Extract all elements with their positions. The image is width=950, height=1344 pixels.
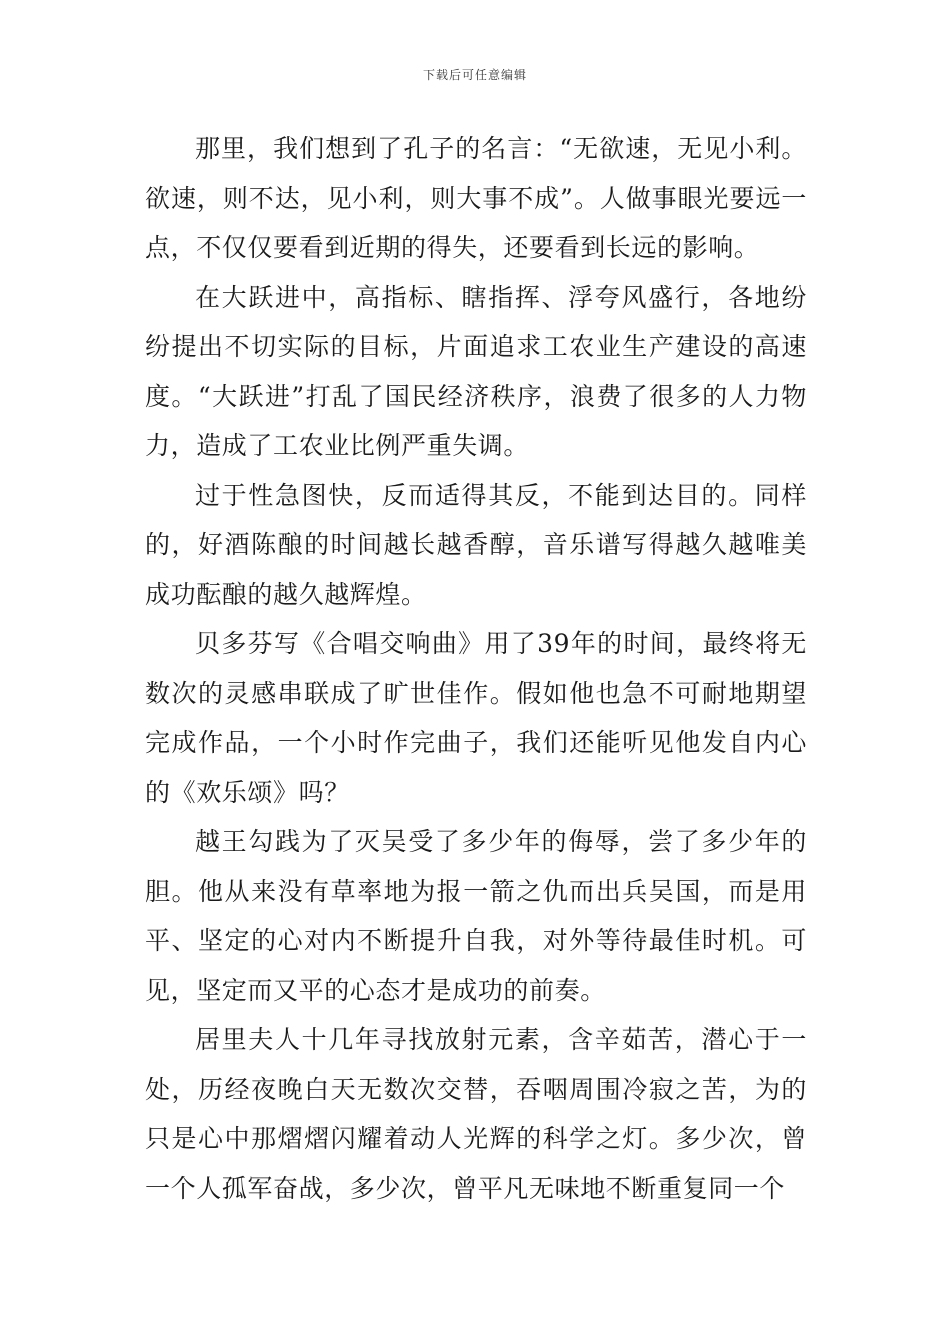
paragraph-1: 那里，我们想到了孔子的名言：“无欲速，无见小利。欲速，则不达，见小利，则大事不成”。人做事眼光要远一点，不仅仅要看到近期的得失，还要看到长远的影响。 xyxy=(145,134,807,262)
paragraph-2: 在大跃进中，高指标、瞎指挥、浮夸风盛行，各地纷纷提出不切实际的目标，片面追求工农业生产建设的高速度。“大跃进”打乱了国民经济秩序，浪费了很多的人力物力，造成了工农业比例严重失调。 xyxy=(145,282,807,460)
page-header: 下载后可任意编辑 xyxy=(422,68,527,82)
paragraph-4: 贝多芬写《合唱交响曲》用了39年的时间，最终将无数次的灵感串联成了旷世佳作。假如他也急不可耐地期望完成作品，一个小时作完曲子，我们还能听见他发自内心的《欢乐颂》吗？ xyxy=(145,629,807,807)
paragraph-5: 越王勾践为了灭吴受了多少年的侮辱，尝了多少年的胆。他从来没有草率地为报一箭之仇而出兵吴国，而是用平、坚定的心对内不断提升自我，对外等待最佳时机。可见，坚定而又平的心态才是成功的前奏。 xyxy=(145,827,807,1005)
paragraph-3: 过于性急图快，反而适得其反，不能到达目的。同样的，好酒陈酿的时间越长越香醇，音乐谱写得越久越唯美成功酝酿的越久越辉煌。 xyxy=(145,480,807,609)
document-body xyxy=(145,124,807,1213)
paragraph-6: 居里夫人十几年寻找放射元素，含辛茹苦，潜心于一处，历经夜晚白天无数次交替，吞咽周围冷寂之苦，为的只是心中那熠熠闪耀着动人光辉的科学之灯。多少次，曾一个人孤军奋战，多少次，曾平凡无味地不断重复同一个 xyxy=(145,1025,807,1203)
